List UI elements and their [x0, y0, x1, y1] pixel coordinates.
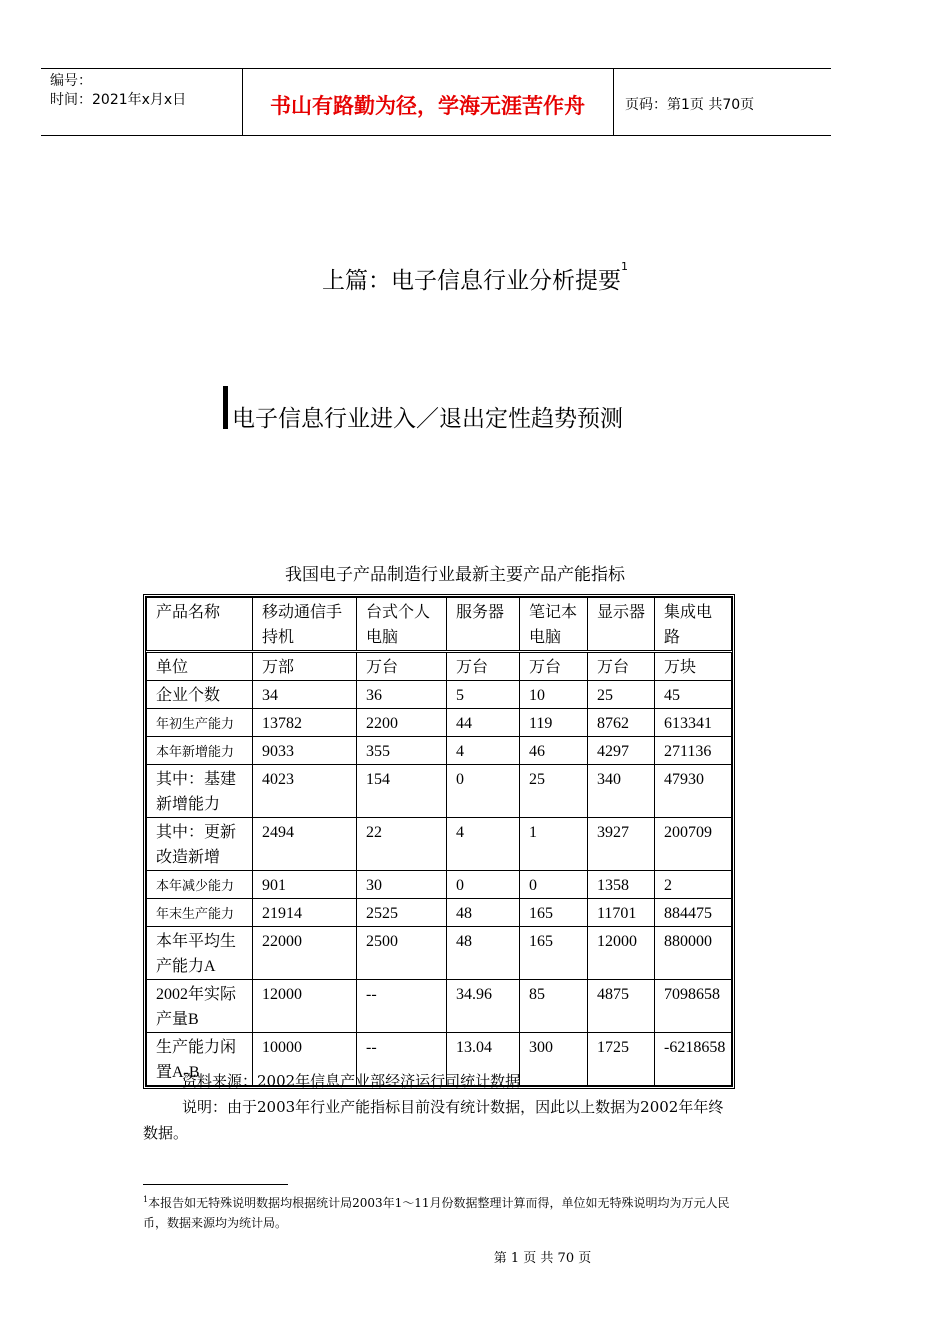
table-cell: 48	[447, 927, 520, 980]
row-label: 其中：更新改造新增	[147, 818, 253, 871]
table-cell: 12000	[253, 980, 357, 1033]
table-cell: 271136	[655, 737, 732, 765]
table-cell: 47930	[655, 765, 732, 818]
row-label: 本年平均生产能力A	[147, 927, 253, 980]
table-cell: 119	[520, 709, 588, 737]
row-label: 本年减少能力	[147, 871, 253, 899]
row-label: 本年新增能力	[147, 737, 253, 765]
table-cell: 884475	[655, 899, 732, 927]
header-meta	[50, 72, 186, 110]
table-cell: 12000	[588, 927, 655, 980]
footnote	[143, 1190, 743, 1233]
table-cell: 10000	[253, 1033, 357, 1086]
table-cell: 万部	[253, 652, 357, 681]
table-cell: 36	[357, 681, 447, 709]
table-cell: 34.96	[447, 980, 520, 1033]
table-row	[147, 765, 732, 818]
table-cell: 1	[520, 818, 588, 871]
table-cell: 2	[655, 871, 732, 899]
footnote-ref: 1	[621, 260, 628, 273]
table-cell: 1725	[588, 1033, 655, 1086]
page-footer: 第 1 页 共 70 页	[493, 1251, 592, 1266]
table-cell: 10	[520, 681, 588, 709]
data-source-note: 资料来源：2002年信息产业部经济运行司统计数据	[182, 1072, 521, 1090]
table-cell: 13.04	[447, 1033, 520, 1086]
table-row	[147, 681, 732, 709]
table-cell: 300	[520, 1033, 588, 1086]
table-cell: 34	[253, 681, 357, 709]
table-cell: 5	[447, 681, 520, 709]
table-row	[147, 980, 732, 1033]
table-cell: 4297	[588, 737, 655, 765]
table-cell: 44	[447, 709, 520, 737]
table-cell: 9033	[253, 737, 357, 765]
table-cell: 85	[520, 980, 588, 1033]
footnote-rule	[143, 1184, 288, 1185]
table-cell: 46	[520, 737, 588, 765]
row-label: 企业个数	[147, 681, 253, 709]
table-cell: 21914	[253, 899, 357, 927]
table-cell: 30	[357, 871, 447, 899]
table-cell: 万台	[520, 652, 588, 681]
table-cell: 22	[357, 818, 447, 871]
table-cell: 2500	[357, 927, 447, 980]
main-title-text: 上篇：电子信息行业分析提要	[322, 268, 621, 294]
header-page-info: 页码：第1页 共70页	[625, 97, 755, 113]
table-cell: -6218658	[655, 1033, 732, 1086]
table-cell: --	[357, 980, 447, 1033]
table-cell: 2525	[357, 899, 447, 927]
row-label: 单位	[147, 652, 253, 681]
table-row	[147, 737, 732, 765]
row-label: 2002年实际产量B	[147, 980, 253, 1033]
table-cell: 165	[520, 927, 588, 980]
table-cell: 1358	[588, 871, 655, 899]
table-cell: 0	[447, 765, 520, 818]
explanation-note: 说明：由于2003年行业产能指标目前没有统计数据，因此以上数据为2002年年终数据。	[143, 1098, 724, 1142]
table-cell: 25	[588, 681, 655, 709]
table-cell: 22000	[253, 927, 357, 980]
row-label: 年末生产能力	[147, 899, 253, 927]
table-cell: 901	[253, 871, 357, 899]
header-cell: 台式个人电脑	[357, 598, 447, 652]
table-row	[147, 818, 732, 871]
table-cell: 8762	[588, 709, 655, 737]
table-cell: 154	[357, 765, 447, 818]
table-cell: 万台	[357, 652, 447, 681]
header-cell: 产品名称	[147, 598, 253, 652]
table-cell: 340	[588, 765, 655, 818]
table-cell: 7098658	[655, 980, 732, 1033]
table-cell: --	[357, 1033, 447, 1086]
table-cell: 万块	[655, 652, 732, 681]
table-cell: 48	[447, 899, 520, 927]
footnote-mark: 1	[143, 1195, 149, 1204]
row-label: 年初生产能力	[147, 709, 253, 737]
header-motto: 书山有路勤为径，学海无涯苦作舟	[270, 93, 585, 118]
table-cell: 4	[447, 818, 520, 871]
table-row	[147, 709, 732, 737]
table-row	[147, 899, 732, 927]
table-cell: 0	[447, 871, 520, 899]
table-cell: 4	[447, 737, 520, 765]
table-caption: 我国电子产品制造行业最新主要产品产能指标	[285, 565, 625, 585]
capacity-table	[143, 594, 735, 1089]
header-cell: 笔记本电脑	[520, 598, 588, 652]
time-label: 时间：2021年x月x日	[50, 92, 187, 108]
header-cell: 移动通信手持机	[253, 598, 357, 652]
section-marker	[223, 386, 228, 429]
header-top-rule	[41, 68, 831, 69]
table-cell: 13782	[253, 709, 357, 737]
table-row	[147, 652, 732, 681]
table-cell: 355	[357, 737, 447, 765]
table-row	[147, 927, 732, 980]
header-bottom-rule	[41, 135, 831, 136]
section-title: 电子信息行业进入／退出定性趋势预测	[232, 406, 623, 432]
table-cell: 4023	[253, 765, 357, 818]
table-cell: 11701	[588, 899, 655, 927]
table-header-row	[147, 598, 732, 652]
table-cell: 2494	[253, 818, 357, 871]
table-cell: 3927	[588, 818, 655, 871]
table-cell: 165	[520, 899, 588, 927]
header-cell: 服务器	[447, 598, 520, 652]
row-label: 生产能力闲置A-B	[147, 1033, 253, 1086]
table-cell: 613341	[655, 709, 732, 737]
header-cell: 显示器	[588, 598, 655, 652]
header-cell: 集成电路	[655, 598, 732, 652]
serial-label: 编号：	[50, 73, 92, 89]
row-label: 其中：基建新增能力	[147, 765, 253, 818]
main-title	[0, 262, 950, 295]
table-cell: 万台	[588, 652, 655, 681]
table-cell: 万台	[447, 652, 520, 681]
table-cell: 45	[655, 681, 732, 709]
table-row	[147, 871, 732, 899]
table-cell: 880000	[655, 927, 732, 980]
footnote-text: 本报告如无特殊说明数据均根据统计局2003年1～11月份数据整理计算而得，单位如无特殊说明均为万元人民币，数据来源均为统计局。	[143, 1196, 730, 1230]
header-divider-right	[613, 68, 614, 135]
table-cell: 25	[520, 765, 588, 818]
table-cell: 4875	[588, 980, 655, 1033]
table-cell: 2200	[357, 709, 447, 737]
table-cell: 200709	[655, 818, 732, 871]
table-cell: 0	[520, 871, 588, 899]
